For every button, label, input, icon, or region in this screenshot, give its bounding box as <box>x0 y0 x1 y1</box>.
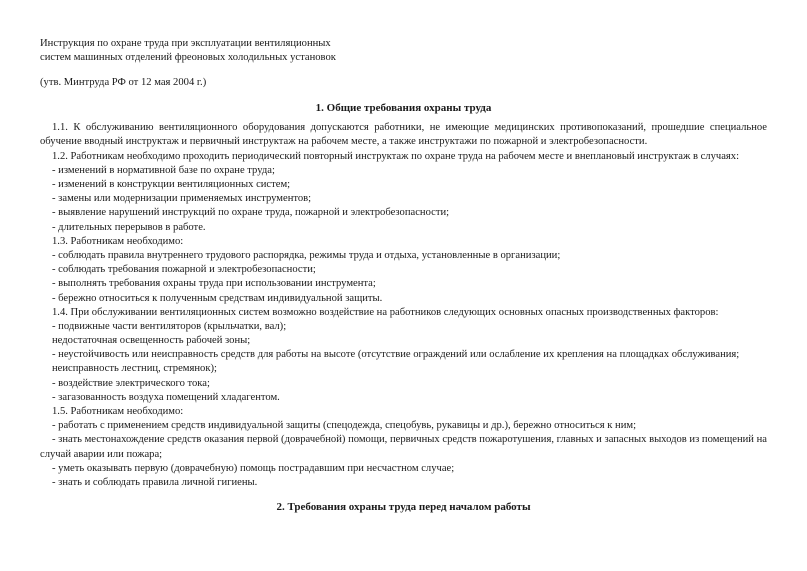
paragraph-1-2: 1.2. Работникам необходимо проходить периодический повторный инструктаж по охране труда на рабочем месте и внеплановый инструктаж в случаях: <box>52 150 740 162</box>
paragraph-1-5: 1.5. Работникам необходимо: <box>52 406 184 418</box>
section-1-heading: 1. Общие требования охраны труда <box>315 101 492 114</box>
list-item: - соблюдать правила внутреннего трудового распорядка, режимы труда и отдыха, установленные в организации; <box>52 249 561 261</box>
list-item: - замены или модернизации применяемых инструментов; <box>52 193 312 205</box>
list-item: - воздействие электрического тока; <box>52 377 210 389</box>
list-item: - уметь оказывать первую (доврачебную) помощь пострадавшим при несчастном случае; <box>52 462 455 474</box>
paragraph-1-1: 1.1. К обслуживанию вентиляционного оборудования допускаются работники, не имеющие медицинских противопоказаний, прошедшие специальное обучение вводный инструктаж и первичный инструктаж на рабочем месте, а также инструктажи по пожарной и электробезопасности. <box>40 122 767 148</box>
paragraph-1-3: 1.3. Работникам необходимо: <box>52 235 184 247</box>
section-1-body <box>40 121 767 490</box>
list-item: - изменений в нормативной базе по охране труда; <box>52 164 275 176</box>
document-title <box>40 37 767 65</box>
list-item: - подвижные части вентиляторов (крыльчатки, вал); <box>52 320 287 332</box>
document-page <box>40 37 767 515</box>
list-item: - длительных перерывов в работе. <box>52 221 206 233</box>
list-item: неисправность лестниц, стремянок); <box>52 363 217 375</box>
list-item: - работать с применением средств индивидуальной защиты (спецодежда, спецобувь, рукавицы и др.), бережно относиться к ним; <box>52 420 637 432</box>
list-item: - соблюдать требования пожарной и электробезопасности; <box>52 264 316 276</box>
title-line-1: Инструкция по охране труда при эксплуатации вентиляционных <box>40 38 331 49</box>
paragraph-1-4: 1.4. При обслуживании вентиляционных систем возможно воздействие на работников следующих основных опасных производственных факторов: <box>52 306 719 318</box>
section-2-heading: 2. Требования охраны труда перед началом работы <box>276 501 531 514</box>
approval-note: (утв. Минтруда РФ от 12 мая 2004 г.) <box>40 77 207 89</box>
title-line-2: систем машинных отделений фреоновых холодильных установок <box>40 52 336 64</box>
list-item: - знать местонахождение средств оказания первой (доврачебной) помощи, первичных средств пожаротушения, главных и запасных выходов из помещений на случай аварии или пожара; <box>40 434 767 460</box>
list-item: - выполнять требования охраны труда при использовании инструмента; <box>52 278 376 290</box>
list-item: - загазованность воздуха помещений хладагентом. <box>52 391 280 403</box>
list-item: - неустойчивость или неисправность средств для работы на высоте (отсутствие ограждений или ослабление их крепления на площадках обслуживания; <box>52 349 740 361</box>
list-item: - знать и соблюдать правила личной гигиены. <box>52 476 258 488</box>
list-item: - выявление нарушений инструкций по охране труда, пожарной и электробезопасности; <box>52 207 450 219</box>
list-item: недостаточная освещенность рабочей зоны; <box>52 335 251 347</box>
list-item: - бережно относиться к полученным средствам индивидуальной защиты. <box>52 292 383 304</box>
list-item: - изменений в конструкции вентиляционных систем; <box>52 179 291 191</box>
